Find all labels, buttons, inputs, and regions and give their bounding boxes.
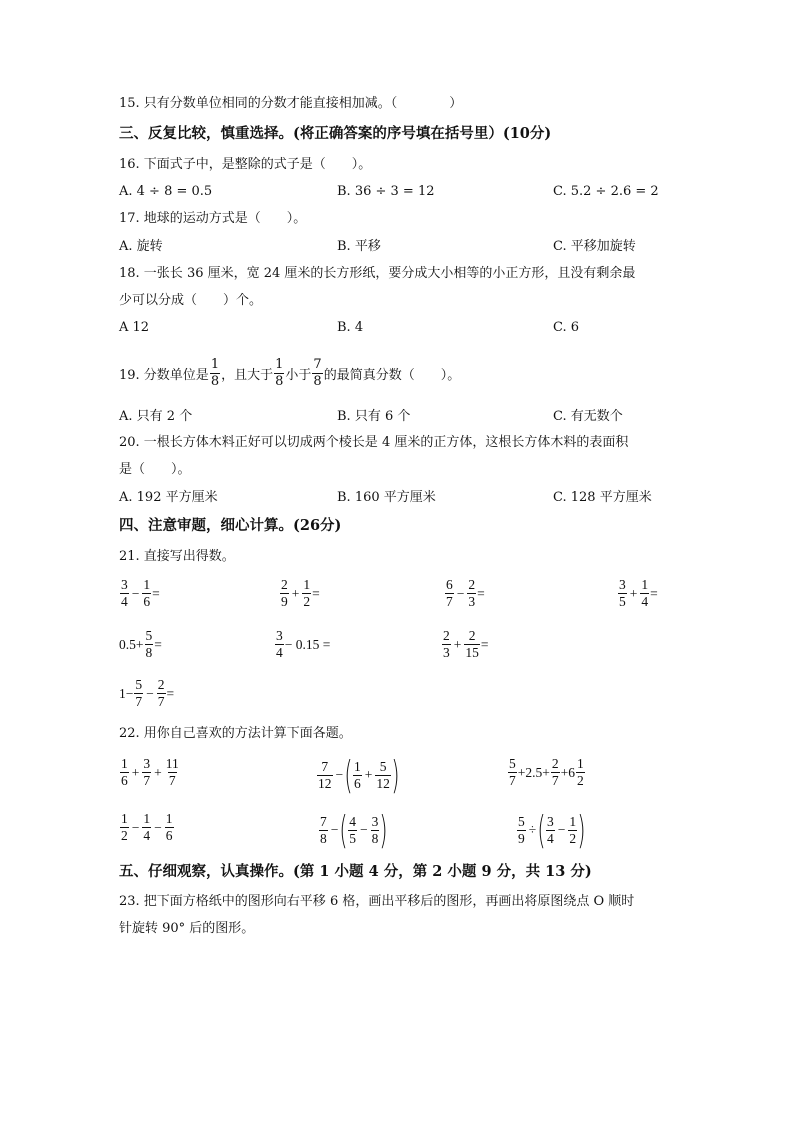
fraction: $\frac{1}{6}$ [143,577,151,609]
fraction: $\frac{1}{2}$ [303,577,311,609]
q22-expression-1: $\frac{1}{6}$ + $\frac{3}{7}$ + $\frac{11}{7}$ [121,756,179,788]
question-20-stem-line1: 20. 一根长方体木料正好可以切成两个棱长是 4 厘米的正方体，这根长方体木料的表面积 [119,435,629,450]
question-19-option-a: A. 只有 2 个 [119,409,193,424]
right-parenthesis: ) [379,808,388,852]
fraction: $\frac{7}{8}$ [320,813,327,846]
question-16-option-a: A. 4 ÷ 8 = 0.5 [119,184,213,199]
q21-expression-7: $\frac{2}{3}$ + $\frac{2}{15}$ = [443,628,489,660]
fraction: $\frac{4}{5}$ [349,813,356,846]
fraction: $\frac{1}{6}$ [121,756,128,788]
right-parenthesis: ) [577,808,586,852]
fraction: $\frac{1}{2}$ [569,813,577,846]
q21-expression-2: $\frac{2}{9}$ + $\frac{1}{2}$ = [281,577,320,609]
question-18-stem-line2: 少可以分成（ ）个。 [119,293,263,308]
q21-expression-8: 1− $\frac{5}{7}$ − $\frac{2}{7}$ = [119,677,175,709]
question-22-stem: 22. 用你自己喜欢的方法计算下面各题。 [119,726,352,741]
question-15: 15. 只有分数单位相同的分数才能直接相加减。（ ） [119,96,463,111]
q22-expression-2: $\frac{7}{12}$ − ( $\frac{1}{6}$ + $\frac{5}{12}$ ) [318,753,400,797]
q22-expression-3: $\frac{5}{7}$ +2.5+ $\frac{2}{7}$ +6 $\frac{1}{2}$ [509,756,584,788]
question-18-option-b: B. 4 [337,320,364,335]
fraction: $\frac{2}{3}$ [443,628,450,660]
fraction: $\frac{11}{7}$ [165,756,179,788]
question-19-text-1: 19. 分数单位是 [119,368,209,383]
fraction: $\frac{3}{4}$ [121,577,128,609]
question-20-option-a: A. 192 平方厘米 [119,490,218,505]
q22-expression-5: $\frac{7}{8}$ − ( $\frac{4}{5}$ − $\frac{3}{8}$ ) [320,808,388,852]
question-19-option-b: B. 只有 6 个 [337,409,411,424]
fraction: $\frac{3}{7}$ [143,756,151,788]
question-19-text-3: 小于 [285,368,312,383]
question-17-option-a: A. 旋转 [119,239,163,254]
left-parenthesis: ( [537,808,546,852]
fraction: $\frac{5}{7}$ [509,756,516,788]
fraction: $\frac{7}{8}$ [313,357,322,389]
fraction: $\frac{5}{7}$ [135,677,143,709]
q21-expression-3: $\frac{6}{7}$ − $\frac{2}{3}$ = [446,577,485,609]
question-16-stem: 16. 下面式子中，是整除的式子是（ ）。 [119,157,372,172]
fraction: $\frac{3}{4}$ [276,628,283,660]
fraction: $\frac{3}{4}$ [547,813,554,846]
q22-expression-4: $\frac{1}{2}$ − $\frac{1}{4}$ − $\frac{1}{6}$ [121,811,173,843]
q22-expression-6: $\frac{5}{9}$ ÷ ( $\frac{3}{4}$ − $\frac{1}{2}$ ) [518,808,586,852]
question-23-line1: 23. 把下面方格纸中的图形向右平移 6 格，画出平移后的图形，再画出将原图绕点 O 顺时 [119,894,635,909]
fraction: $\frac{2}{3}$ [468,577,476,609]
question-20-stem-line2: 是（ ）。 [119,462,191,477]
fraction: $\frac{1}{4}$ [641,577,649,609]
fraction: $\frac{1}{8}$ [210,357,220,389]
q21-expression-5: 0.5+ $\frac{5}{8}$ = [119,628,162,660]
fraction: $\frac{3}{5}$ [619,577,626,609]
question-18-option-c: C. 6 [553,320,580,335]
question-19-stem [119,357,460,390]
question-16-option-c: C. 5.2 ÷ 2.6 = 2 [553,184,659,199]
fraction: $\frac{5}{12}$ [376,758,390,791]
section-5-heading: 五、仔细观察，认真操作。(第 1 小题 4 分，第 2 小题 9 分，共 13 分) [119,863,592,880]
question-20-option-c: C. 128 平方厘米 [553,490,652,505]
question-16-option-b: B. 36 ÷ 3 = 12 [337,184,435,199]
fraction: $\frac{2}{9}$ [281,577,288,609]
question-19-text-2: ，且大于 [221,368,274,383]
fraction: $\frac{3}{8}$ [371,813,379,846]
fraction: $\frac{1}{2}$ [576,756,584,788]
question-18-stem-line1: 18. 一张长 36 厘米，宽 24 厘米的长方形纸，要分成大小相等的小正方形，且没有剩余最 [119,266,636,281]
question-18-option-a: A 12 [119,320,150,335]
fraction: $\frac{6}{7}$ [446,577,453,609]
section-3-heading: 三、反复比较，慎重选择。(将正确答案的序号填在括号里）(10分) [119,125,552,142]
question-21-stem: 21. 直接写出得数。 [119,549,235,564]
fraction: $\frac{7}{12}$ [318,758,332,791]
question-17-option-c: C. 平移加旋转 [553,239,636,254]
question-19-text-4: 的最简真分数（ ）。 [323,368,461,383]
right-parenthesis: ) [391,753,400,797]
q21-expression-4: $\frac{3}{5}$ + $\frac{1}{4}$ = [619,577,658,609]
fraction: $\frac{1}{8}$ [275,357,284,389]
fraction: $\frac{1}{6}$ [165,811,173,843]
fraction: $\frac{2}{15}$ [465,628,479,660]
q21-expression-6: $\frac{3}{4}$ − 0.15 = [276,628,331,660]
question-23-line2: 针旋转 90° 后的图形。 [119,921,255,936]
question-19-option-c: C. 有无数个 [553,409,623,424]
fraction: $\frac{2}{7}$ [157,677,165,709]
fraction: $\frac{1}{4}$ [143,811,151,843]
question-17-option-b: B. 平移 [337,239,381,254]
section-4-heading: 四、注意审题，细心计算。(26分) [119,517,342,534]
q21-expression-1: $\frac{3}{4}$ − $\frac{1}{6}$ = [121,577,160,609]
left-parenthesis: ( [344,753,353,797]
fraction: $\frac{1}{2}$ [121,811,128,843]
question-17-stem: 17. 地球的运动方式是（ ）。 [119,211,307,226]
fraction: $\frac{1}{6}$ [353,758,361,791]
left-parenthesis: ( [339,808,348,852]
question-20-option-b: B. 160 平方厘米 [337,490,436,505]
fraction: $\frac{5}{8}$ [145,628,153,660]
fraction: $\frac{5}{9}$ [518,813,525,846]
fraction: $\frac{2}{7}$ [551,756,559,788]
